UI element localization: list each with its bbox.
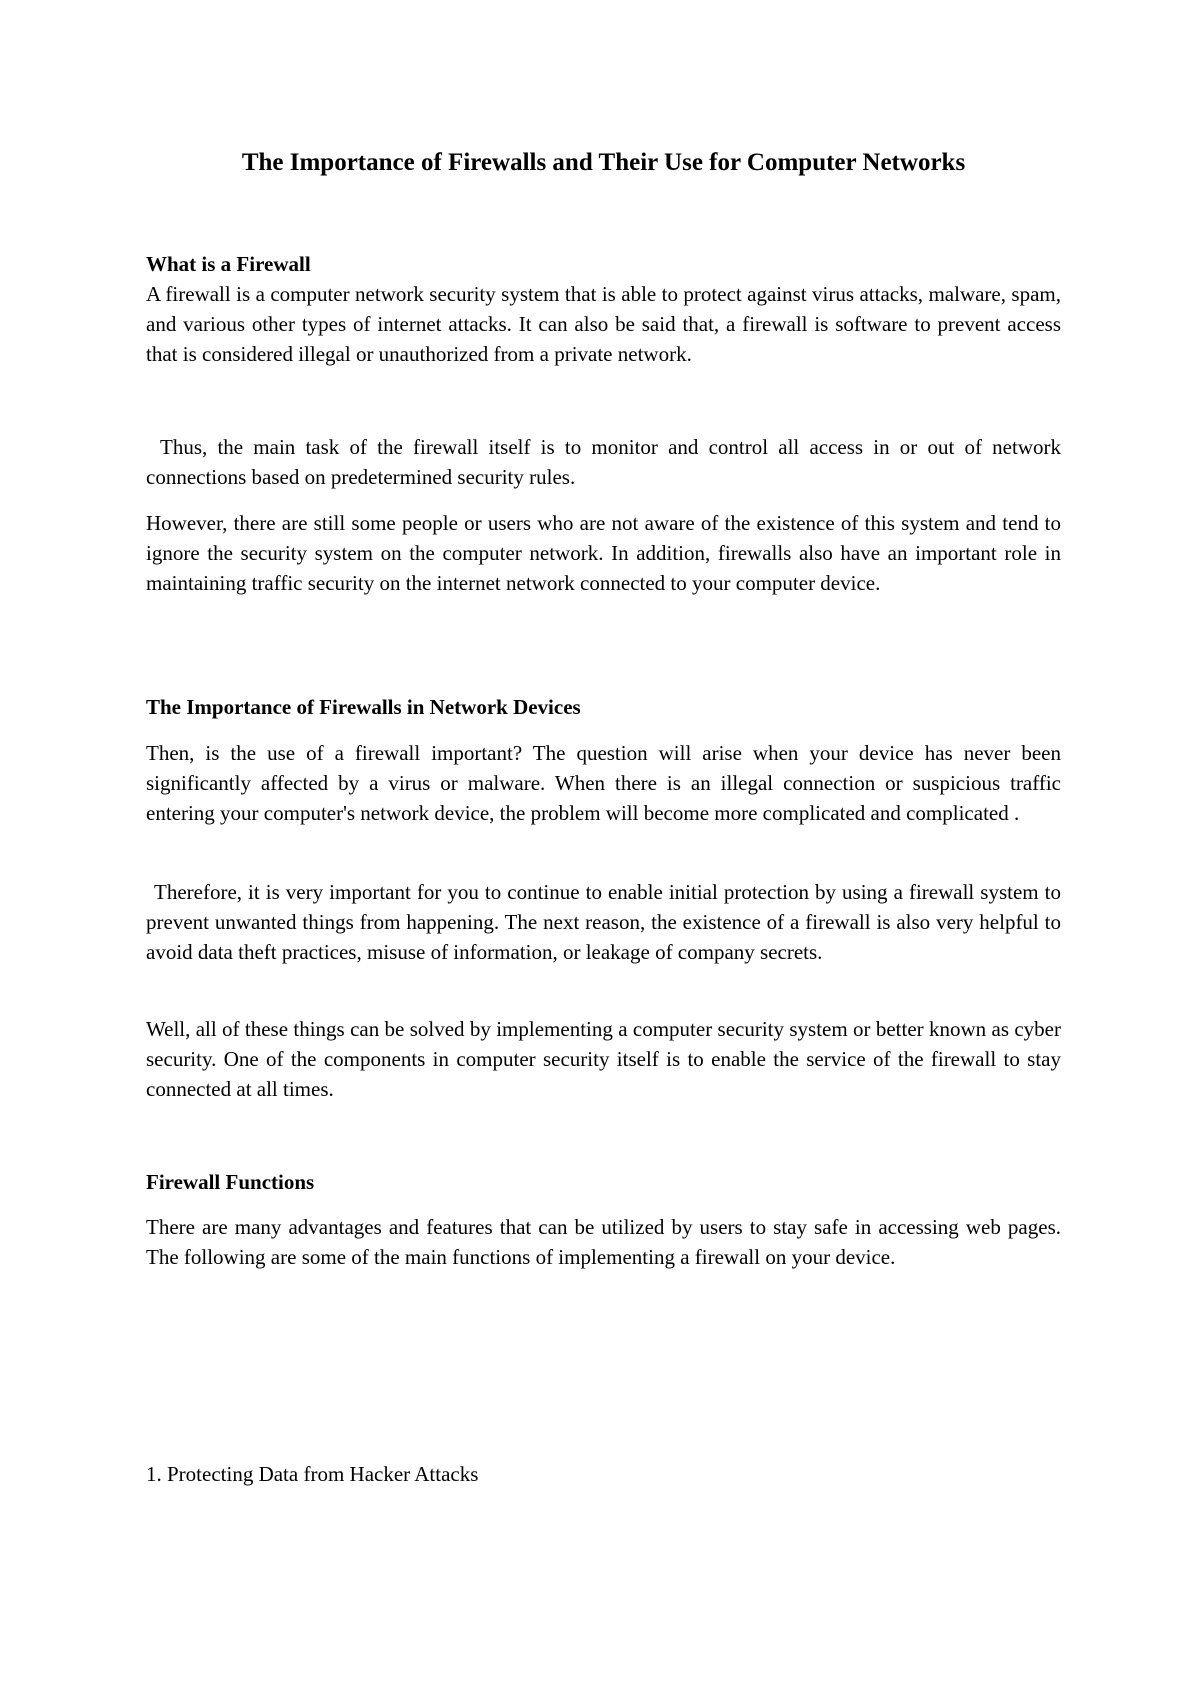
paragraph: Thus, the main task of the firewall itself is to monitor and control all access in or out of network connections based on predetermined security rules. <box>146 435 1061 490</box>
document-title: The Importance of Firewalls and Their Use for Computer Networks <box>241 149 966 176</box>
list-item: 1. Protecting Data from Hacker Attacks <box>146 1462 479 1486</box>
paragraph: Therefore, it is very important for you to continue to enable initial protection by using a firewall system to prevent unwanted things from happening. The next reason, the existence of a firewall is also very helpful to avoid data theft practices, misuse of information, or leakage of company secrets. <box>146 880 1061 965</box>
section-heading-importance-of-firewalls: The Importance of Firewalls in Network Devices <box>146 695 581 719</box>
paragraph: However, there are still some people or users who are not aware of the existence of this system and tend to ignore the security system on the computer network. In addition, firewalls also have an important role in maintaining traffic security on the internet network connected to your computer device. <box>146 511 1061 596</box>
section-heading-firewall-functions: Firewall Functions <box>146 1170 315 1194</box>
paragraph: There are many advantages and features that can be utilized by users to stay safe in accessing web pages. The following are some of the main functions of implementing a firewall on your device. <box>146 1215 1061 1270</box>
paragraph: A firewall is a computer network security system that is able to protect against virus attacks, malware, spam, and various other types of internet attacks. It can also be said that, a firewall is software to prevent access that is considered illegal or unauthorized from a private network. <box>146 282 1061 367</box>
paragraph: Well, all of these things can be solved by implementing a computer security system or better known as cyber security. One of the components in computer security itself is to enable the service of the firewall to stay connected at all times. <box>146 1017 1061 1102</box>
section-heading-what-is-firewall: What is a Firewall <box>146 252 311 276</box>
paragraph: Then, is the use of a firewall important? The question will arise when your device has never been significantly affected by a virus or malware. When there is an illegal connection or suspicious traffic entering your computer's network device, the problem will become more complicated and complicated . <box>146 741 1061 826</box>
